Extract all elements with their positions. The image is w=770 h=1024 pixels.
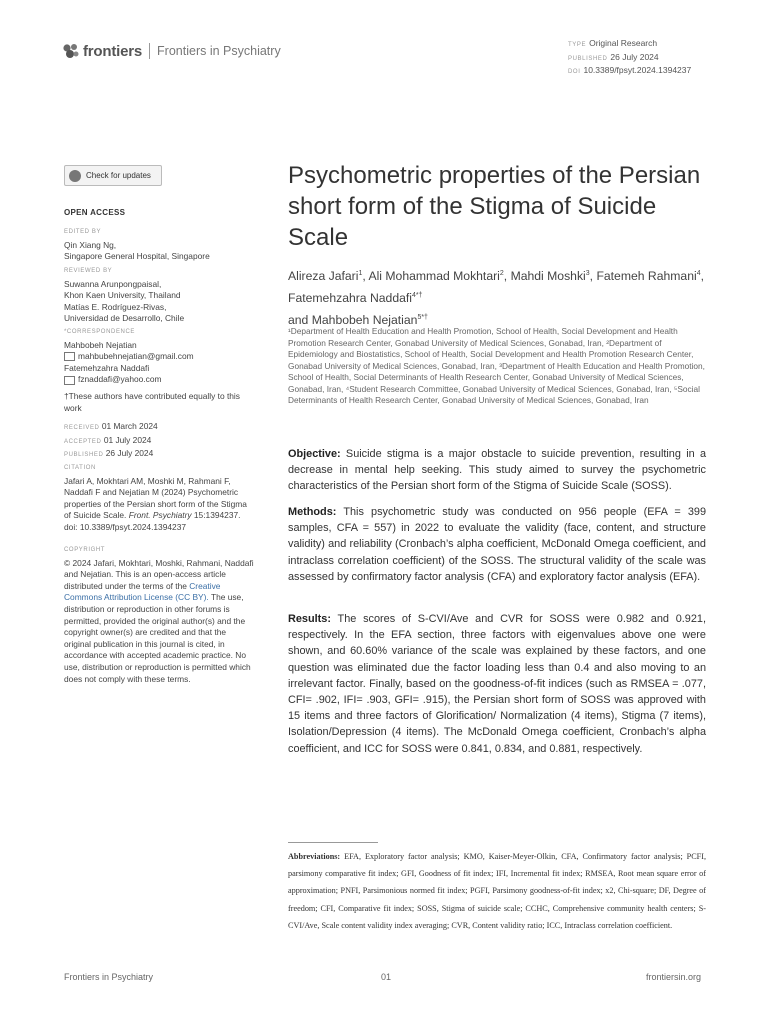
citation-doi[interactable]: doi: 10.3389/fpsyt.2024.1394237	[64, 521, 187, 532]
dates-block	[64, 421, 264, 462]
author-affil-sup: 2	[499, 270, 504, 277]
corr-name: Fatemehzahra Naddafi	[64, 362, 150, 373]
reviewer-affiliation: Universidad de Desarrollo, Chile	[64, 313, 185, 324]
frontiers-logo-icon	[62, 42, 80, 60]
author-name: Mahdi Moshki	[510, 269, 586, 284]
accepted-label: ACCEPTED	[64, 438, 102, 445]
license-link[interactable]: Creative Commons Attribution License (CC BY).	[64, 580, 221, 603]
reviewer-name: Matías E. Rodríguez-Rivas,	[64, 301, 167, 312]
article-meta	[568, 38, 691, 79]
abstract-objective	[288, 446, 706, 495]
corr-name: Mahbobeh Nejatian	[64, 339, 137, 350]
received-date: 01 March 2024	[101, 421, 158, 431]
methods-text: This psychometric study was conducted on 956 people (EFA = 399 samples, CFA = 557) in 2022 to evaluate the validity (face, content, and structure validity) and reliability (Cronbach’s alpha coefficient, McDonald Omega coefficient, and intraclass correlation coefficient) of the SOSS. The structural validity of the scale was assessed by confirmatory factor analysis (CFA) and exploratory factor analysis (EFA).	[288, 506, 706, 583]
reviewer-affiliation: Khon Kaen University, Thailand	[64, 290, 181, 301]
author-affil-sup: 4*†	[411, 292, 423, 300]
update-icon	[69, 170, 81, 182]
editor-affiliation: Singapore General Hospital, Singapore	[64, 251, 210, 262]
mail-icon	[64, 352, 75, 361]
doi-label: DOI	[568, 69, 581, 75]
reviewed-by-block	[64, 266, 264, 325]
footer-site-link[interactable]: frontiersin.org	[646, 972, 702, 982]
results-text: The scores of S-CVI/Ave and CVR for SOSS were 0.982 and 0.921, respectively. In the EFA section, three factors with eigenvalues above one were shown, and 60.60% variance of the scale was explained by these factors, and one question was eliminated due the factor loading less than 0.4 and also moving to an irrelevant factor. Finally, based on the goodness-of-fit indices (such as RMSEA = .077, CFI= .902, IFI= .903, GFI= .915), the Persian short form of SOSS was approved with 15 items and three factors of Glorification/ Normalization (4 items), Stigma (7 items), Isolation/Depression (4 items). The McDonald Omega coefficient, Cronbach’s alpha coefficient, and ICC for SOSS were 0.841, 0.834, and 0.881, respectively.	[288, 613, 706, 755]
objective-label: Objective:	[288, 448, 341, 460]
accepted-date: 01 July 2024	[103, 434, 152, 445]
abbreviations-text: EFA, Exploratory factor analysis; KMO, Kaiser-Meyer-Olkin, CFA, Confirmatory factor analysis; PCFI, parsimony comparative fit index; GFI, Goodness of fit index; IFI, Incremental fit index; RMSEA, Root mean square error of approximation; PNFI, Parsimonious normed fit index; PGFI, Parsimony goodness-of-fit index; x2, Chi-square; DF, Degree of freedom; CFI, Comparative fit index; SOSS, Stigma of suicide scale; CCHC, Comprehensive community health centers; S-CVI/Ave, Scale content validity index averaging; CVR, Content validity ratio; ICC, Intraclass correlation coefficient.	[288, 852, 706, 930]
copyright-terms: The use, distribution or reproduction in other forums is permitted, provided the original author(s) and the copyright owner(s) are credited and that the original publication in this journal is cited, in accordance with accepted academic practice. No use, distribution or reproduction is permitted which does not comply with these terms.	[64, 592, 251, 684]
mail-icon	[64, 376, 75, 385]
corr-email[interactable]: mahbubehnejatian@gmail.com	[78, 351, 194, 362]
correspondence-label: *CORRESPONDENCE	[64, 329, 136, 335]
author-name: Mahbobeh Nejatian	[311, 313, 418, 328]
received-label: RECEIVED	[64, 425, 100, 431]
article-title: Psychometric properties of the Persian short form of the Stigma of Suicide Scale	[288, 162, 701, 251]
frontiers-logo[interactable]	[62, 42, 281, 60]
footer-journal: Frontiers in Psychiatry	[64, 972, 154, 982]
correspondence-block	[64, 327, 264, 386]
objective-text: Suicide stigma is a major obstacle to suicide prevention, resulting in a decrease in mental help seeking. This study aimed to survey the psychometric characteristics of the Persian short form of the Stigma of Suicide Scale (SOSS).	[288, 448, 706, 493]
copyright-text: © 2024 Jafari, Mokhtari, Moshki, Rahmani, Naddafi and Nejatian. This is an open-access article distributed under the terms of the	[64, 557, 254, 591]
citation-volume: 15:1394237.	[191, 510, 241, 521]
check-updates-label: Check for updates	[86, 171, 151, 180]
author-affil-sup: 3	[585, 270, 590, 277]
copyright-label: COPYRIGHT	[64, 547, 106, 553]
edited-by-label: EDITED BY	[64, 229, 102, 235]
copyright-block	[64, 545, 254, 685]
abstract-methods	[288, 504, 706, 585]
equal-contribution-note: †These authors have contributed equally to this work	[64, 391, 240, 413]
results-label: Results:	[288, 613, 331, 625]
check-for-updates-button[interactable]	[64, 165, 162, 186]
type-label: TYPE	[568, 42, 587, 48]
citation-text: Jafari A, Mokhtari AM, Moshki M, Rahmani F, Naddafi F and Nejatian M (2024) Psychometric properties of the Persian short form of the Stigma of Suicide Scale.	[64, 475, 247, 521]
published-label: PUBLISHED	[64, 452, 104, 459]
type-value: Original Research	[589, 38, 658, 48]
abstract-results	[288, 611, 706, 757]
published-label: PUBLISHED	[568, 55, 608, 62]
open-access-label: OPEN ACCESS	[64, 208, 126, 217]
page-number: 01	[381, 972, 392, 982]
corr-email[interactable]: fznaddafi@yahoo.com	[78, 374, 162, 385]
author-name: Alireza Jafari	[288, 269, 359, 284]
author-affil-sup: 1	[358, 270, 363, 277]
author-list: Alireza Jafari$^1$, Ali Mohammad Mokhtari$^2$, Mahdi Moshki$^3$, Fatemeh Rahmani$^4$, Fatemehzahra Naddafi$^{4*\dagger}$ and Mahbobeh Nejatian$^{5*\dagger}$	[288, 269, 704, 328]
edited-by-block	[64, 227, 264, 263]
author-affil-sup: 4	[696, 270, 701, 277]
footnote-divider	[288, 842, 378, 843]
author-name: Fatemeh Rahmani	[596, 269, 697, 284]
affiliations: ¹Department of Health Education and Health Promotion, School of Health, Social Development and Health Promotion Research Center, Gonabad University of Medical Sciences, Gonabad, Iran, ²Department of Epidemiology and Biostatistics, School of Health, Social Development and Health Promotion Research Center, Gonabad University of Medical Sciences, Gonabad, Iran, ³Department of Health Education and Health Promotion, School of Health, Social Determinants of Health Research Center, Gonabad University of Medical Sciences, Gonabad, Iran, ⁴Student Research Committee, Gonabad University of Medical Sciences, Gonabad, Iran, ⁵Social Determinants of Health Research Center, Gonabad University of Medical Sciences, Gonabad, Iran	[288, 326, 705, 405]
brand-name: frontiers	[83, 42, 143, 60]
methods-label: Methods:	[288, 506, 337, 518]
doi-value[interactable]: 10.3389/fpsyt.2024.1394237	[583, 65, 692, 75]
citation-block	[64, 463, 254, 534]
logo-separator	[149, 43, 150, 59]
author-name: Fatemehzahra Naddafi	[288, 291, 412, 306]
author-affil-sup: 5*†	[417, 314, 428, 322]
published-value: 26 July 2024	[610, 51, 659, 62]
editor-name: Qin Xiang Ng,	[64, 239, 117, 250]
author-name: Ali Mohammad Mokhtari	[368, 269, 500, 284]
citation-journal: Front. Psychiatry	[128, 510, 192, 521]
reviewed-by-label: REVIEWED BY	[64, 268, 113, 274]
abbreviations-footnote	[288, 848, 706, 934]
reviewer-name: Suwanna Arunpongpaisal,	[64, 278, 162, 289]
abbreviations-label: Abbreviations:	[288, 852, 341, 861]
journal-name: Frontiers in Psychiatry	[157, 44, 281, 58]
published-date: 26 July 2024	[105, 448, 154, 459]
citation-label: CITATION	[64, 465, 96, 471]
